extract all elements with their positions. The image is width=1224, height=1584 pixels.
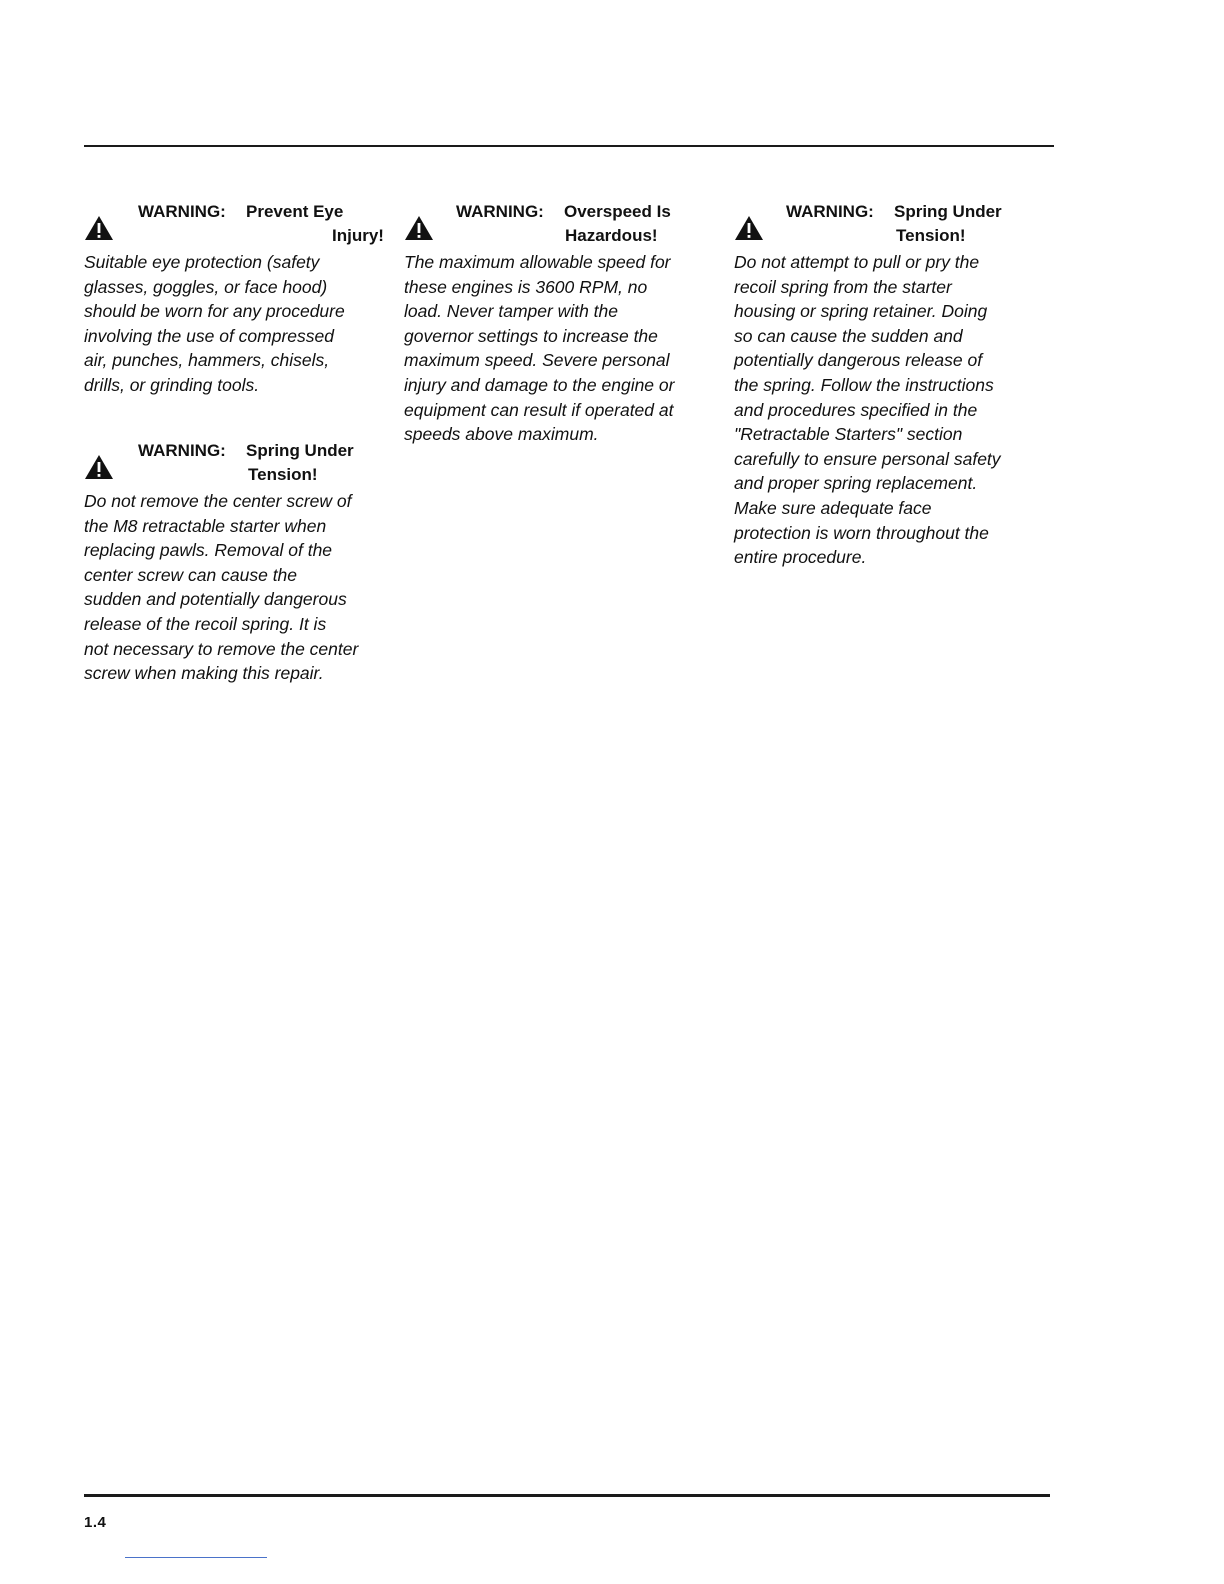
body-line: carefully to ensure personal safety [734, 448, 1001, 469]
body-line: the spring. Follow the instructions [734, 374, 994, 395]
body-line: equipment can result if operated at [404, 399, 674, 420]
bottom-divider [84, 1494, 1050, 1497]
body-line: speeds above maximum. [404, 424, 599, 445]
warning-header [404, 200, 674, 250]
body-line: entire procedure. [734, 547, 867, 568]
body-line: replacing pawls. Removal of the [84, 540, 333, 561]
body-line: "Retractable Starters" section [734, 424, 963, 445]
body-line: recoil spring from the starter [734, 276, 952, 297]
warning-triangle-icon [404, 215, 434, 241]
warning-title [894, 200, 1002, 248]
warning-label: WARNING: [456, 202, 544, 221]
warning-triangle-icon [734, 215, 764, 241]
body-line: so can cause the sudden and [734, 325, 963, 346]
body-line: sudden and potentially dangerous [84, 589, 347, 610]
warning-label: WARNING: [138, 441, 226, 460]
warning-header [84, 200, 384, 250]
warning-title [246, 200, 384, 248]
body-line: not necessary to remove the center [84, 638, 359, 659]
warning-title-line1: Prevent Eye [246, 202, 344, 221]
body-line: load. Never tamper with the [404, 301, 618, 322]
body-line: screw when making this repair. [84, 663, 324, 684]
body-line: protection is worn throughout the [734, 522, 989, 543]
body-line: injury and damage to the engine or [404, 374, 675, 395]
warning-header [734, 200, 1001, 250]
warning-spring-tension-m8 [84, 439, 358, 686]
body-line: housing or spring retainer. Doing [734, 301, 988, 322]
body-line: and procedures specified in the [734, 399, 978, 420]
warning-title-line1: Spring Under [246, 441, 354, 460]
page-number: 1.4 [84, 1514, 107, 1531]
body-line: the M8 retractable starter when [84, 515, 327, 536]
body-line: potentially dangerous release of [734, 350, 983, 371]
footer-link-underline [125, 1557, 267, 1558]
warning-header [84, 439, 358, 489]
warning-title-line2: Injury! [332, 226, 384, 245]
body-line: involving the use of compressed [84, 325, 334, 346]
warning-title-line2: Hazardous! [565, 226, 658, 245]
body-line: and proper spring replacement. [734, 473, 978, 494]
body-line: Do not remove the center screw of [84, 491, 352, 511]
body-line: The maximum allowable speed for [404, 252, 671, 272]
warning-triangle-icon [84, 454, 114, 480]
warning-body [84, 250, 345, 398]
body-line: center screw can cause the [84, 564, 298, 585]
top-divider [84, 145, 1054, 147]
warning-title-line2: Tension! [896, 226, 966, 245]
warning-body [404, 250, 674, 447]
body-line: Do not attempt to pull or pry the [734, 252, 980, 272]
body-line: glasses, goggles, or face hood) [84, 276, 328, 297]
body-line: Make sure adequate face [734, 497, 932, 518]
body-line: these engines is 3600 RPM, no [404, 276, 648, 297]
warning-spring-tension-recoil [734, 200, 1001, 570]
warning-overspeed [404, 200, 674, 447]
body-line: should be worn for any procedure [84, 301, 345, 322]
warning-title [564, 200, 671, 248]
warning-triangle-icon [84, 215, 114, 241]
warning-title-line2: Tension! [248, 465, 318, 484]
warning-label: WARNING: [138, 202, 226, 221]
warning-title-line1: Spring Under [894, 202, 1002, 221]
body-line: drills, or grinding tools. [84, 374, 260, 395]
warning-title [246, 439, 354, 487]
warning-body [84, 489, 358, 686]
warning-title-line1: Overspeed Is [564, 202, 671, 221]
warning-eye-injury [84, 200, 384, 398]
warning-body [734, 250, 1001, 570]
body-line: governor settings to increase the [404, 325, 658, 346]
body-line: release of the recoil spring. It is [84, 613, 327, 634]
body-line: air, punches, hammers, chisels, [84, 350, 330, 371]
warning-label: WARNING: [786, 202, 874, 221]
body-line: maximum speed. Severe personal [404, 350, 670, 371]
body-line: Suitable eye protection (safety [84, 252, 320, 272]
